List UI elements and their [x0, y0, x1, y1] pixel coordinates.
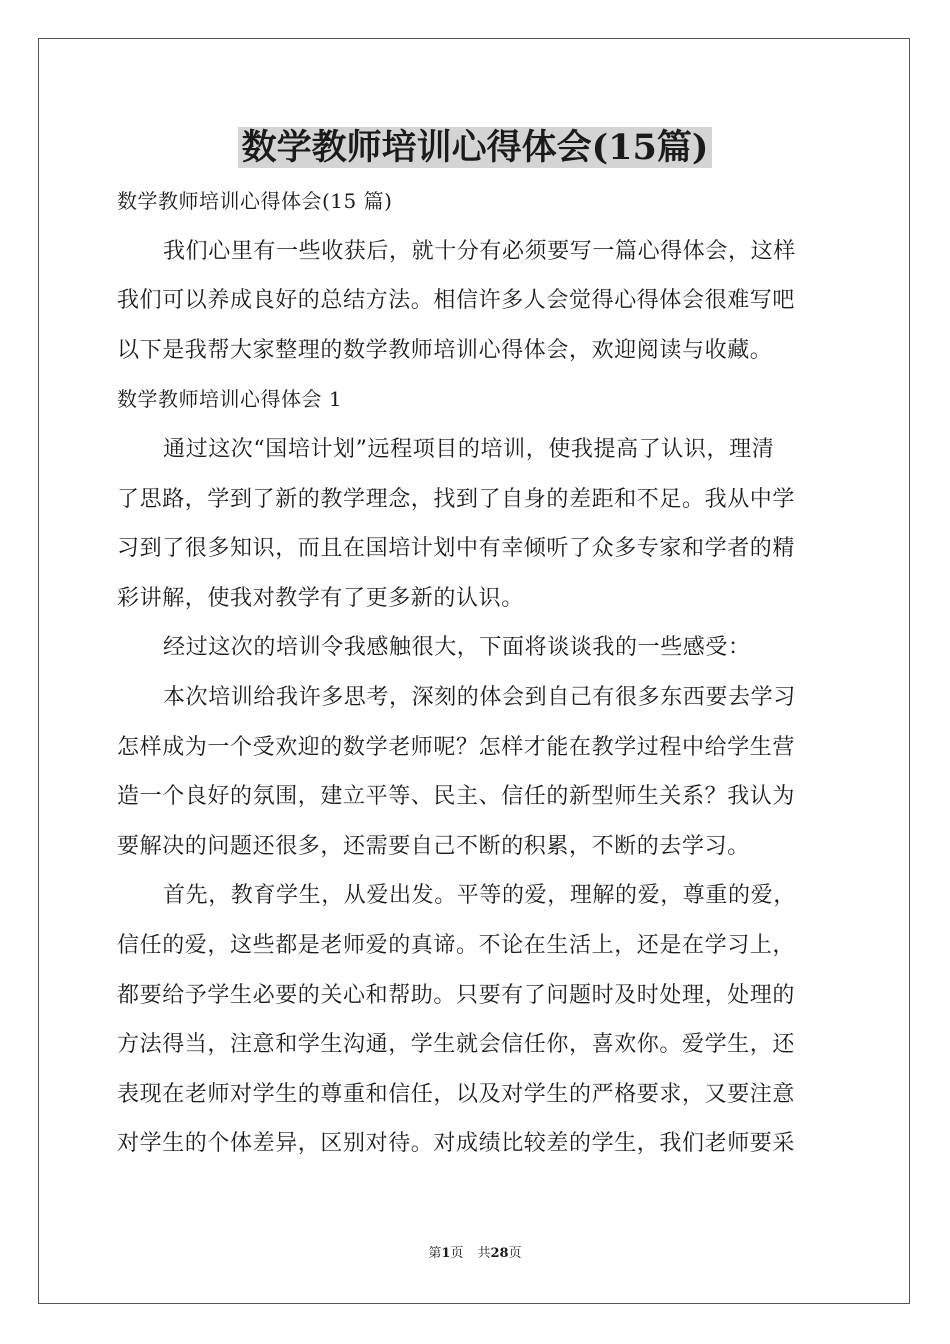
text-line: 我们可以养成良好的总结方法。相信许多人会觉得心得体会很难写吧: [117, 288, 796, 314]
total-suffix: 页: [508, 1246, 522, 1261]
text-line: 经过这次的培训令我感触很大，下面将谈谈我的一些感受：: [163, 635, 751, 661]
section-heading: 数学教师培训心得体会(15 篇): [117, 189, 393, 213]
page-number: 1: [441, 1246, 451, 1261]
text-line: 都要给予学生必要的关心和帮助。只要有了问题时及时处理，处理的: [117, 982, 796, 1008]
text-line: 了思路，学到了新的教学理念，找到了自身的差距和不足。我从中学: [117, 486, 796, 512]
text-line: 以下是我帮大家整理的数学教师培训心得体会，欢迎阅读与收藏。: [117, 337, 773, 363]
text-line: 造一个良好的氛围，建立平等、民主、信任的新型师生关系？我认为: [117, 784, 796, 810]
text-line: 信任的爱，这些都是老师爱的真谛。不论在生活上，还是在学习上，: [117, 932, 796, 958]
text-line: 怎样成为一个受欢迎的数学老师呢？怎样才能在教学过程中给学生营: [117, 734, 796, 760]
total-prefix: 共: [477, 1246, 491, 1261]
text-line: 本次培训给我许多思考，深刻的体会到自己有很多东西要去学习: [163, 684, 796, 710]
total-pages: 28: [490, 1246, 509, 1261]
document-body: [117, 177, 833, 1169]
text-line: 首先，教育学生，从爱出发。平等的爱，理解的爱，尊重的爱，: [163, 883, 796, 909]
section-heading: 数学教师培训心得体会 1: [117, 387, 343, 412]
page-footer: [0, 1245, 950, 1263]
text-line: 方法得当，注意和学生沟通，学生就会信任你，喜欢你。爱学生，还: [117, 1032, 796, 1058]
text-line: 彩讲解，使我对教学有了更多新的认识。: [117, 585, 524, 611]
text-line: 要解决的问题还很多，还需要自己不断的积累，不断的去学习。: [117, 833, 750, 859]
text-line: 对学生的个体差异，区别对待。对成绩比较差的学生，我们老师要采: [117, 1131, 796, 1157]
document-title-text: 数学教师培训心得体会(15篇): [238, 127, 713, 168]
text-line: 通过这次“国培计划”远程项目的培训，使我提高了认识，理清: [163, 436, 775, 462]
document-title: [0, 124, 950, 172]
text-line: 我们心里有一些收获后，就十分有必须要写一篇心得体会，这样: [163, 238, 796, 264]
text-line: 习到了很多知识，而且在国培计划中有幸倾听了众多专家和学者的精: [117, 536, 796, 562]
page-prefix: 第: [428, 1246, 442, 1261]
page-suffix: 页: [450, 1246, 464, 1261]
text-line: 表现在老师对学生的尊重和信任，以及对学生的严格要求，又要注意: [117, 1081, 796, 1107]
